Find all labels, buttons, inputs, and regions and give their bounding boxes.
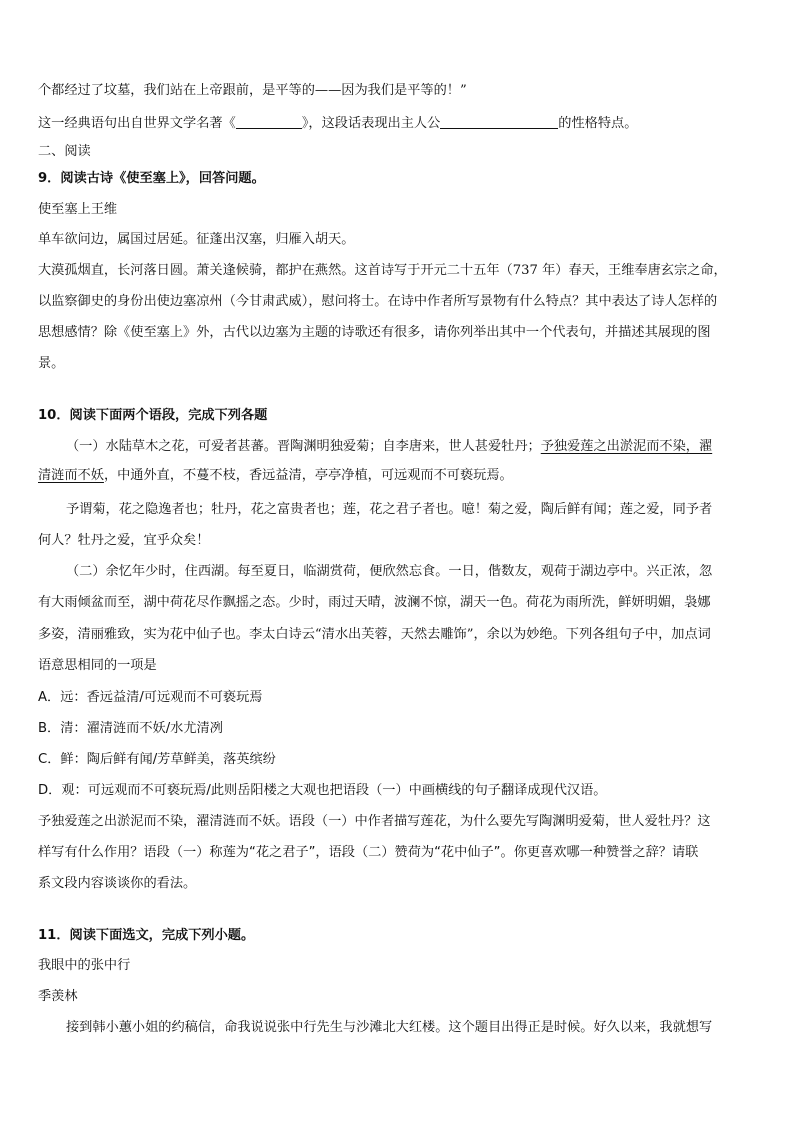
fill-blank-question	[38, 115, 637, 133]
article-paragraph-line	[66, 1019, 712, 1037]
text-line: 个都经过了坟墓，我们站在上帝跟前，是平等的——因为我们是平等的！”	[38, 83, 467, 98]
passage-one-line	[38, 532, 209, 550]
text-line: 予谓菊，花之隐逸者也；牡丹，花之富贵者也；莲，花之君子者也。噫！菊之爱，陶后鲜有闻；莲之爱，同予者	[66, 502, 713, 517]
text-line: （一）水陆草木之花，可爱者甚蕃。晋陶渊明独爱菊；自李唐来，世人甚爱牡丹；	[66, 439, 541, 454]
option-text: C．鲜：陶后鲜有闻/芳草鲜美，落英缤纷	[38, 752, 276, 767]
underlined-sentence: 予独爱莲之出淤泥而不染，濯	[540, 439, 713, 454]
text-line: 语意思相同的一项是	[38, 658, 157, 673]
passage-one-line	[66, 438, 712, 456]
option-text: A．远：香远益清/可远观而不可亵玩焉	[38, 690, 263, 705]
question-line	[38, 875, 196, 893]
text-line: 思想感情？除《使至塞上》外，古代以边塞为主题的诗歌还有很多，请你列举出其中一个代表句，并描述其展现的图	[38, 325, 711, 340]
passage-one-line	[38, 467, 513, 485]
paragraph-line	[38, 293, 717, 311]
poem-title	[38, 201, 117, 219]
option-text: D．观：可远观而不可亵玩焉/此则岳阳楼之大观也把语段（一）中画横线的句子翻译成现代汉语。	[38, 783, 607, 798]
option-b[interactable]	[38, 720, 223, 738]
paragraph-line	[38, 355, 64, 373]
question-stem	[38, 657, 157, 675]
text-line: 系文段内容谈谈你的看法。	[38, 876, 197, 891]
question-10-title	[38, 407, 267, 425]
quote-line	[38, 82, 467, 100]
text-line: 10．阅读下面两个语段，完成下列各题	[38, 408, 268, 423]
text-line: 大漠孤烟直，长河落日圆。萧关逢候骑，都护在燕然。这首诗写于开元二十五年（737 年）春天，王维奉唐玄宗之命，	[38, 263, 727, 278]
question-9-title	[38, 170, 265, 188]
answer-blank-book[interactable]	[236, 115, 302, 129]
section-heading	[38, 143, 91, 161]
text-line: 9．阅读古诗《使至塞上》，回答问题。	[38, 171, 265, 186]
question-line	[38, 813, 711, 831]
text-line: 予独爱莲之出淤泥而不染，濯清涟而不妖。语段（一）中作者描写莲花，为什么要先写陶渊明爱菊，世人爱牡丹？这	[38, 814, 711, 829]
option-c[interactable]	[38, 751, 276, 769]
text-line: 我眼中的张中行	[38, 958, 131, 973]
text-line: 单车欲问边，属国过居延。征蓬出汉塞，归雁入胡天。	[38, 232, 355, 247]
text-line: 景。	[38, 356, 65, 371]
text-line: 》，这段话表现出主人公	[301, 116, 441, 131]
text-line: 多姿，清丽雅致，实为花中仙子也。李太白诗云“清水出芙蓉，天然去雕饰”，余以为妙绝。下列各组句子中，加点词	[38, 627, 711, 642]
text-line: 样写有什么作用？语段（一）称莲为“花之君子”，语段（二）赞荷为“花中仙子”。你更喜欢哪一种赞誉之辞？请联	[38, 845, 699, 860]
underlined-sentence: 清涟而不妖	[38, 468, 104, 483]
question-line	[38, 844, 698, 862]
passage-two-line	[38, 626, 711, 644]
text-line: 以监察御史的身份出使边塞凉州（今甘肃武威），慰问将士。在诗中作者所写景物有什么特点？其中表达了诗人怎样的	[38, 294, 718, 309]
text-line: 11．阅读下面选文，完成下列小题。	[38, 928, 255, 943]
text-line: 二、阅读	[38, 144, 91, 159]
passage-one-line	[66, 501, 712, 519]
text-line: 这一经典语句出自世界文学名著《	[38, 116, 236, 131]
poem-line	[38, 231, 355, 249]
text-line: ，中通外直，不蔓不枝，香远益清，亭亭净植，可远观而不可亵玩焉。	[103, 468, 513, 483]
text-line: 季羡林	[38, 989, 78, 1004]
text-line: 有大雨倾盆而至，湖中荷花尽作飘摇之态。少时，雨过天晴，波澜不惊，湖天一色。荷花为雨所洗，鲜妍明媚，袅娜	[38, 595, 711, 610]
text-line: 接到韩小蕙小姐的约稿信，命我说说张中行先生与沙滩北大红楼。这个题目出得正是时候。好久以来，我就想写	[66, 1020, 713, 1035]
text-line: 何人？牡丹之爱，宜乎众矣！	[38, 533, 210, 548]
passage-two-line	[66, 563, 712, 581]
option-d[interactable]	[38, 782, 606, 800]
article-author	[38, 988, 78, 1006]
option-text: B．清：濯清涟而不妖/水尤清冽	[38, 721, 223, 736]
text-line: （二）余忆年少时，住西湖。每至夏日，临湖赏荷，便欣然忘食。一日，偕数友，观荷于湖边亭中。兴正浓，忽	[66, 564, 713, 579]
article-title	[38, 957, 130, 975]
answer-blank-character[interactable]	[440, 115, 558, 129]
text-line: 的性格特点。	[558, 116, 638, 131]
text-line: 使至塞上王维	[38, 202, 118, 217]
option-a[interactable]	[38, 689, 262, 707]
question-11-title	[38, 927, 254, 945]
paragraph-line	[38, 262, 727, 280]
paragraph-line	[38, 324, 711, 342]
passage-two-line	[38, 594, 711, 612]
